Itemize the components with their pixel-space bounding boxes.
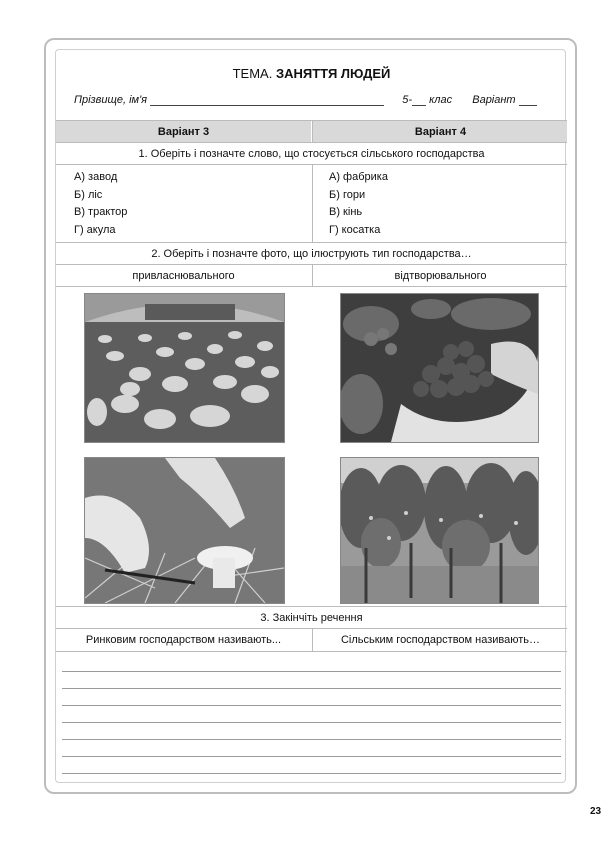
- task1-prompt-row: [56, 142, 567, 164]
- task3-prompt-row: [56, 606, 567, 628]
- task3-sentences-row: [56, 628, 567, 652]
- raspberries-image: [341, 294, 538, 442]
- task2-prompt-row: [56, 242, 567, 264]
- apple-orchard-photo[interactable]: [340, 457, 539, 604]
- sentence-right: Сільським господарством називають…: [312, 629, 568, 651]
- orchard-image: [341, 458, 538, 603]
- student-info-line: [74, 94, 554, 106]
- raspberries-hands-photo[interactable]: [340, 293, 539, 443]
- option-left-b[interactable]: Б) ліс: [74, 188, 103, 201]
- answer-line[interactable]: [62, 773, 561, 774]
- page-title: [56, 66, 567, 81]
- type-right-label: відтворювального: [312, 265, 568, 286]
- name-field[interactable]: [150, 94, 384, 106]
- variant-left-label: Варіант 3: [157, 125, 210, 138]
- answer-line[interactable]: [62, 688, 561, 689]
- column-divider: [312, 165, 313, 242]
- grade-prefix: 5-: [402, 94, 413, 106]
- answer-line[interactable]: [62, 722, 561, 723]
- name-label: Прізвище, ім'я: [74, 94, 148, 106]
- variant-field[interactable]: [519, 94, 537, 106]
- option-right-d[interactable]: Г) косатка: [329, 223, 381, 236]
- pigs-farm-image: [85, 294, 284, 442]
- variant-label: Варіант: [472, 94, 516, 106]
- worksheet-frame: [44, 38, 577, 794]
- grade-field[interactable]: [412, 94, 426, 106]
- sentence-left: Ринковим господарством називають...: [85, 634, 282, 646]
- answer-line[interactable]: [62, 756, 561, 757]
- task1-prompt: 1. Оберіть і позначте слово, що стосується сільського господарства: [138, 147, 485, 160]
- option-left-d[interactable]: Г) акула: [74, 223, 116, 236]
- type-left-label: привласнювального: [132, 269, 235, 282]
- task1-options-row: [56, 164, 567, 242]
- page-number: 23: [590, 806, 602, 817]
- mushroom-image: [85, 458, 284, 603]
- option-left-c[interactable]: В) трактор: [74, 206, 128, 218]
- variant-header-row: [56, 120, 567, 142]
- option-left-a[interactable]: А) завод: [74, 171, 118, 183]
- task2-prompt: 2. Оберіть і позначте фото, що ілюструють тип господарства…: [151, 247, 472, 260]
- grade-label: клас: [429, 94, 453, 106]
- option-right-b[interactable]: Б) гори: [329, 188, 366, 201]
- topic-title: ЗАНЯТТЯ ЛЮДЕЙ: [275, 66, 391, 81]
- variant-right-label: Варіант 4: [312, 121, 568, 142]
- option-right-c[interactable]: В) кінь: [329, 206, 363, 218]
- pigs-farm-photo[interactable]: [84, 293, 285, 443]
- answer-line[interactable]: [62, 671, 561, 672]
- task2-photos-area: [56, 286, 567, 606]
- worksheet-inner-border: [55, 49, 566, 783]
- task1-left-options: [74, 169, 127, 239]
- task1-right-options: [329, 169, 388, 239]
- answer-line[interactable]: [62, 705, 561, 706]
- option-right-a[interactable]: А) фабрика: [329, 171, 388, 183]
- topic-prefix: ТЕМА.: [232, 66, 273, 81]
- task2-types-row: [56, 264, 567, 286]
- mushroom-picking-photo[interactable]: [84, 457, 285, 604]
- answer-line[interactable]: [62, 739, 561, 740]
- task3-prompt: 3. Закінчіть речення: [260, 611, 363, 624]
